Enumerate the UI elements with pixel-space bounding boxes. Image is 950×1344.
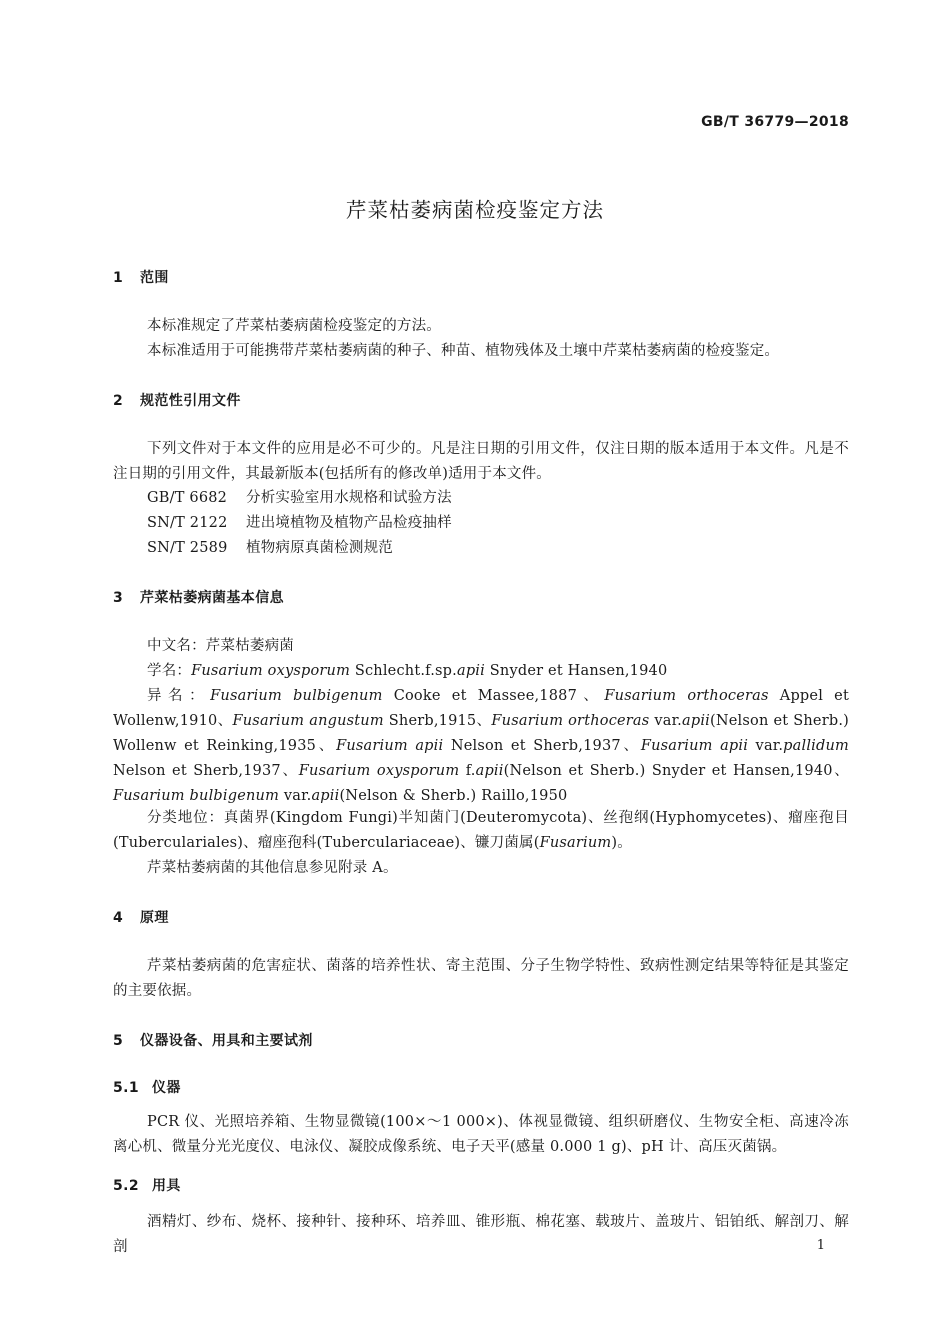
syn-italic: Fusarium apii bbox=[640, 738, 749, 754]
reference-title: 进出境植物及植物产品检疫抽样 bbox=[246, 515, 452, 531]
section-number: 3 bbox=[113, 590, 124, 606]
syn-text: Nelson et Sherb,1937、 bbox=[443, 738, 641, 754]
section-4-heading bbox=[113, 907, 169, 927]
syn-text: (Nelson & Sherb.) Raillo,1950 bbox=[339, 788, 568, 804]
section-title: 原理 bbox=[140, 910, 169, 926]
section-title: 仪器设备、用具和主要试剂 bbox=[140, 1033, 313, 1049]
subsection-5-1-heading bbox=[113, 1077, 181, 1097]
syn-italic: Fusarium orthoceras bbox=[491, 713, 650, 729]
standard-code: GB/T 36779—2018 bbox=[701, 114, 849, 130]
instruments-paragraph: PCR 仪、光照培养箱、生物显微镜(100×～1 000×)、体视显微镜、组织研磨仪、生物安全柜、高速冷冻离心机、微量分光光度仪、电泳仪、凝胶成像系统、电子天平(感量 0.000 1 g)、pH 计、高压灭菌锅。 bbox=[113, 1114, 849, 1155]
section-3-heading bbox=[113, 587, 284, 607]
section-1-heading bbox=[113, 267, 169, 287]
syn-italic: apii bbox=[311, 788, 340, 804]
taxonomy-text: 分类地位：真菌界(Kingdom Fungi)半知菌门(Deuteromycota)、丝孢纲(Hyphomycetes)、瘤座孢目(Tuberculariales)、瘤座孢科(Tuberculariaceae)、镰刀菌属( bbox=[113, 810, 849, 851]
subsection-title: 仪器 bbox=[152, 1080, 181, 1096]
reference-item bbox=[147, 486, 452, 511]
section-number: 4 bbox=[113, 910, 124, 926]
subsection-number: 5.1 bbox=[113, 1080, 140, 1096]
reference-code: SN/T 2589 bbox=[147, 540, 228, 556]
reference-title: 分析实验室用水规格和试验方法 bbox=[246, 490, 452, 506]
syn-text: (Nelson et Sherb.) Snyder et Hansen,1940、 bbox=[503, 763, 849, 779]
reference-item bbox=[147, 536, 393, 561]
syn-text: (Nelson et Sherb.) Wollenw et Reinking,1935、 bbox=[113, 713, 849, 754]
tools-paragraph: 酒精灯、纱布、烧杯、接种针、接种环、培养皿、锥形瓶、棉花塞、载玻片、盖玻片、铝铂纸、解剖刀、解剖 bbox=[113, 1214, 849, 1255]
sci-genus-species: Fusarium oxysporum bbox=[191, 663, 351, 679]
subsection-number: 5.2 bbox=[113, 1178, 140, 1194]
syn-italic: Fusarium bulbigenum bbox=[113, 788, 280, 804]
scientific-name bbox=[147, 659, 667, 684]
sci-forma: apii bbox=[456, 663, 485, 679]
synonyms-paragraph bbox=[113, 684, 849, 809]
subsection-5-2-heading bbox=[113, 1175, 181, 1195]
syn-italic: Fusarium oxysporum bbox=[298, 763, 460, 779]
syn-label: 异名： bbox=[147, 688, 211, 704]
syn-text: var. bbox=[649, 713, 682, 729]
section-number: 5 bbox=[113, 1033, 124, 1049]
syn-text: Nelson et Sherb,1937、 bbox=[113, 763, 299, 779]
document-title: 芹菜枯萎病菌检疫鉴定方法 bbox=[346, 198, 604, 222]
scope-paragraph-2: 本标准适用于可能携带芹菜枯萎病菌的种子、种苗、植物残体及土壤中芹菜枯萎病菌的检疫鉴定。 bbox=[147, 343, 780, 359]
section-5-heading bbox=[113, 1030, 313, 1050]
syn-italic: apii bbox=[682, 713, 711, 729]
syn-text: f. bbox=[459, 763, 476, 779]
taxonomy-paragraph bbox=[113, 806, 849, 856]
syn-italic: Fusarium apii bbox=[336, 738, 444, 754]
taxonomy-end: )。 bbox=[611, 835, 632, 851]
reference-title: 植物病原真菌检测规范 bbox=[246, 540, 393, 556]
principle-paragraph: 芹菜枯萎病菌的危害症状、菌落的培养性状、寄主范围、分子生物学特性、致病性测定结果等特征是其鉴定的主要依据。 bbox=[113, 958, 849, 999]
section-title: 规范性引用文件 bbox=[140, 393, 241, 409]
section-2-heading bbox=[113, 390, 241, 410]
sci-label: 学名： bbox=[147, 663, 192, 679]
syn-text: Appel et Wollenw,1910、 bbox=[113, 688, 849, 729]
normative-references-intro: 下列文件对于本文件的应用是必不可少的。凡是注日期的引用文件，仅注日期的版本适用于本文件。凡是不注日期的引用文件，其最新版本(包括所有的修改单)适用于本文件。 bbox=[113, 441, 849, 482]
syn-italic: apii bbox=[475, 763, 504, 779]
section-title: 芹菜枯萎病菌基本信息 bbox=[140, 590, 284, 606]
sci-authority: Schlecht.f.sp. bbox=[350, 663, 457, 679]
syn-italic: pallidum bbox=[783, 738, 849, 754]
section-title: 范围 bbox=[140, 270, 169, 286]
reference-code: SN/T 2122 bbox=[147, 515, 228, 531]
section-number: 1 bbox=[113, 270, 124, 286]
syn-text: Cooke et Massee,1887、 bbox=[382, 688, 605, 704]
syn-text: Sherb,1915、 bbox=[383, 713, 492, 729]
syn-italic: Fusarium bulbigenum bbox=[210, 688, 383, 704]
syn-text: var. bbox=[279, 788, 312, 804]
subsection-title: 用具 bbox=[152, 1178, 181, 1194]
scope-paragraph-1: 本标准规定了芹菜枯萎病菌检疫鉴定的方法。 bbox=[147, 318, 441, 334]
syn-italic: Fusarium orthoceras bbox=[604, 688, 769, 704]
section-number: 2 bbox=[113, 393, 124, 409]
reference-code: GB/T 6682 bbox=[147, 490, 228, 506]
page-number: 1 bbox=[816, 1238, 825, 1253]
syn-italic: Fusarium angustum bbox=[232, 713, 384, 729]
syn-text: var. bbox=[748, 738, 784, 754]
chinese-name: 中文名：芹菜枯萎病菌 bbox=[147, 638, 294, 654]
taxonomy-genus: Fusarium bbox=[539, 835, 612, 851]
sci-tail: Snyder et Hansen,1940 bbox=[484, 663, 668, 679]
reference-item bbox=[147, 511, 452, 536]
other-info: 芹菜枯萎病菌的其他信息参见附录 A。 bbox=[147, 860, 398, 876]
